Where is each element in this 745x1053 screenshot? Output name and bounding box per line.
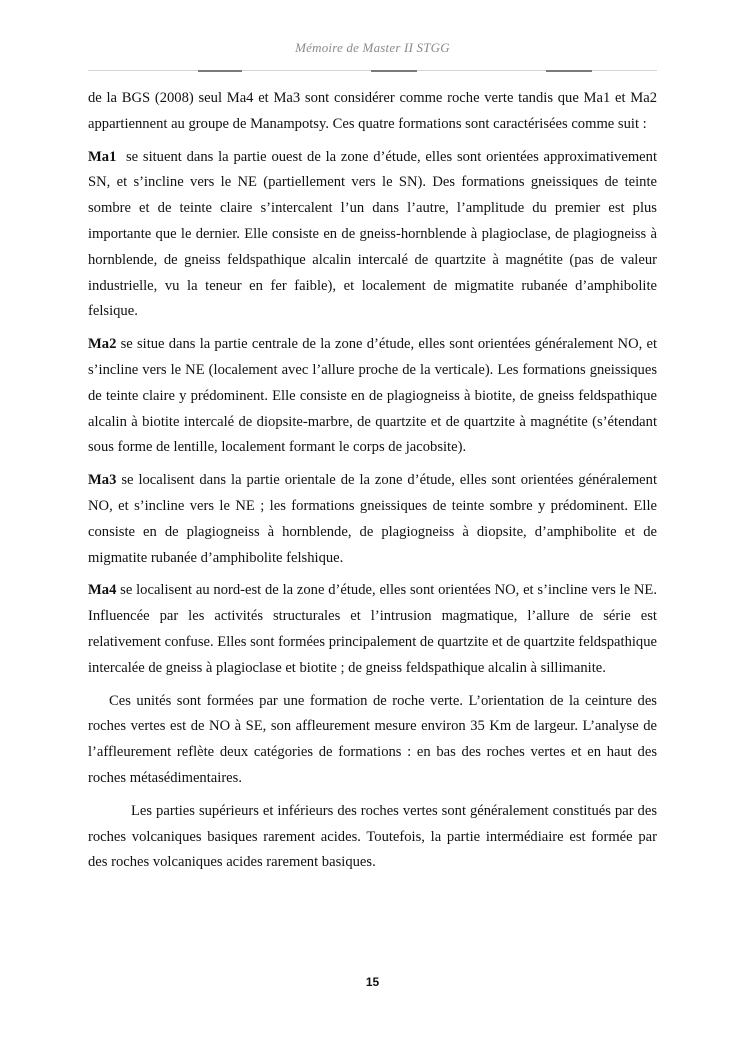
header-rule-tick [198, 70, 242, 72]
paragraph-parties: Les parties supérieurs et inférieurs des roches vertes sont généralement constitués par des roches volcaniques basiques rarement acides. Toutefois, la partie intermédiaire est formée par des roches volcaniques acides rarement basiques. [88, 802, 657, 871]
paragraph-ma3 [88, 468, 657, 571]
unit-text-ma3: se localisent dans la partie orientale de la zone d’étude, elles sont orientées généralement NO, et s’incline vers le NE ; les formations gneissiques de teinte sombre y prédominent. Elle consiste en de plagiogneiss à hornblende, de plagiogneiss à diopsite, d’amphibolite et de migmatite rubanée d’amphibolite felshique. [88, 472, 658, 566]
page-body [88, 86, 657, 883]
paragraph-ma2 [88, 332, 657, 461]
paragraph-intro: de la BGS (2008) seul Ma4 et Ma3 sont considérer comme roche verte tandis que Ma1 et Ma2 appartiennent au groupe de Manampotsy. Ces quatre formations sont caractérisées comme suit : [88, 90, 657, 132]
unit-label-ma3: Ma3 [88, 472, 117, 489]
paragraph-ma4 [88, 578, 657, 681]
unit-text-ma4: se localisent au nord-est de la zone d’étude, elles sont orientées NO, et s’incline vers le NE. Influencée par les activités structurales et l’intrusion magmatique, l’allure de série est relativement confuse. Elles sont formées principalement de quartzite et de quartzite feldspathique intercalée de gneiss à plagioclase et biotite ; de gneiss feldspathique alcalin à sillimanite. [88, 582, 657, 676]
page-number: 15 [365, 975, 380, 989]
header-rule-tick [546, 70, 592, 72]
unit-label-ma1: Ma1 [88, 148, 117, 165]
running-header: Mémoire de Master II STGG [295, 40, 450, 55]
paragraph-ceinture: Ces unités sont formées par une formation de roche verte. L’orientation de la ceinture des roches vertes est de NO à SE, son affleurement mesure environ 35 Km de largeur. L’analyse de l’affleurement reflète deux catégories de formations : en bas des roches vertes et en haut des roches métasédimentaires. [88, 692, 657, 786]
unit-label-ma2: Ma2 [88, 336, 117, 353]
header-rule [88, 70, 657, 71]
paragraph-ma1 [88, 145, 657, 326]
unit-label-ma4: Ma4 [88, 582, 117, 599]
unit-text-ma1: se situent dans la partie ouest de la zone d’étude, elles sont orientées approximativement SN, et s’incline vers le NE (partiellement vers le SN). Des formations gneissiques de teinte sombre et de teinte claire s’intercalent l’un dans l’autre, l’amplitude du premier est plus importante que le dernier. Elle consiste en de gneiss-hornblende à plagioclase, de plagiogneiss à hornblende, de gneiss feldspathique alcalin intercalé de quartzite à magnétite (pas de valeur industrielle, vu la teneur en fer faible), et localement de migmatite rubanée d’amphibolite felsique. [88, 148, 658, 320]
header-rule-tick [371, 70, 417, 72]
unit-text-ma2: se situe dans la partie centrale de la zone d’étude, elles sont orientées généralement NO, et s’incline vers le NE (localement avec l’allure proche de la verticale). Les formations gneissiques de teinte claire y prédominent. Elle consiste en de plagiogneiss à biotite, de gneiss feldspathique alcalin à biotite intercalé de diopsite-marbre, de quartzite et de quartzite à magnétite (s’étendant sous forme de lentille, localement formant le corps de jacobsite). [88, 336, 657, 456]
